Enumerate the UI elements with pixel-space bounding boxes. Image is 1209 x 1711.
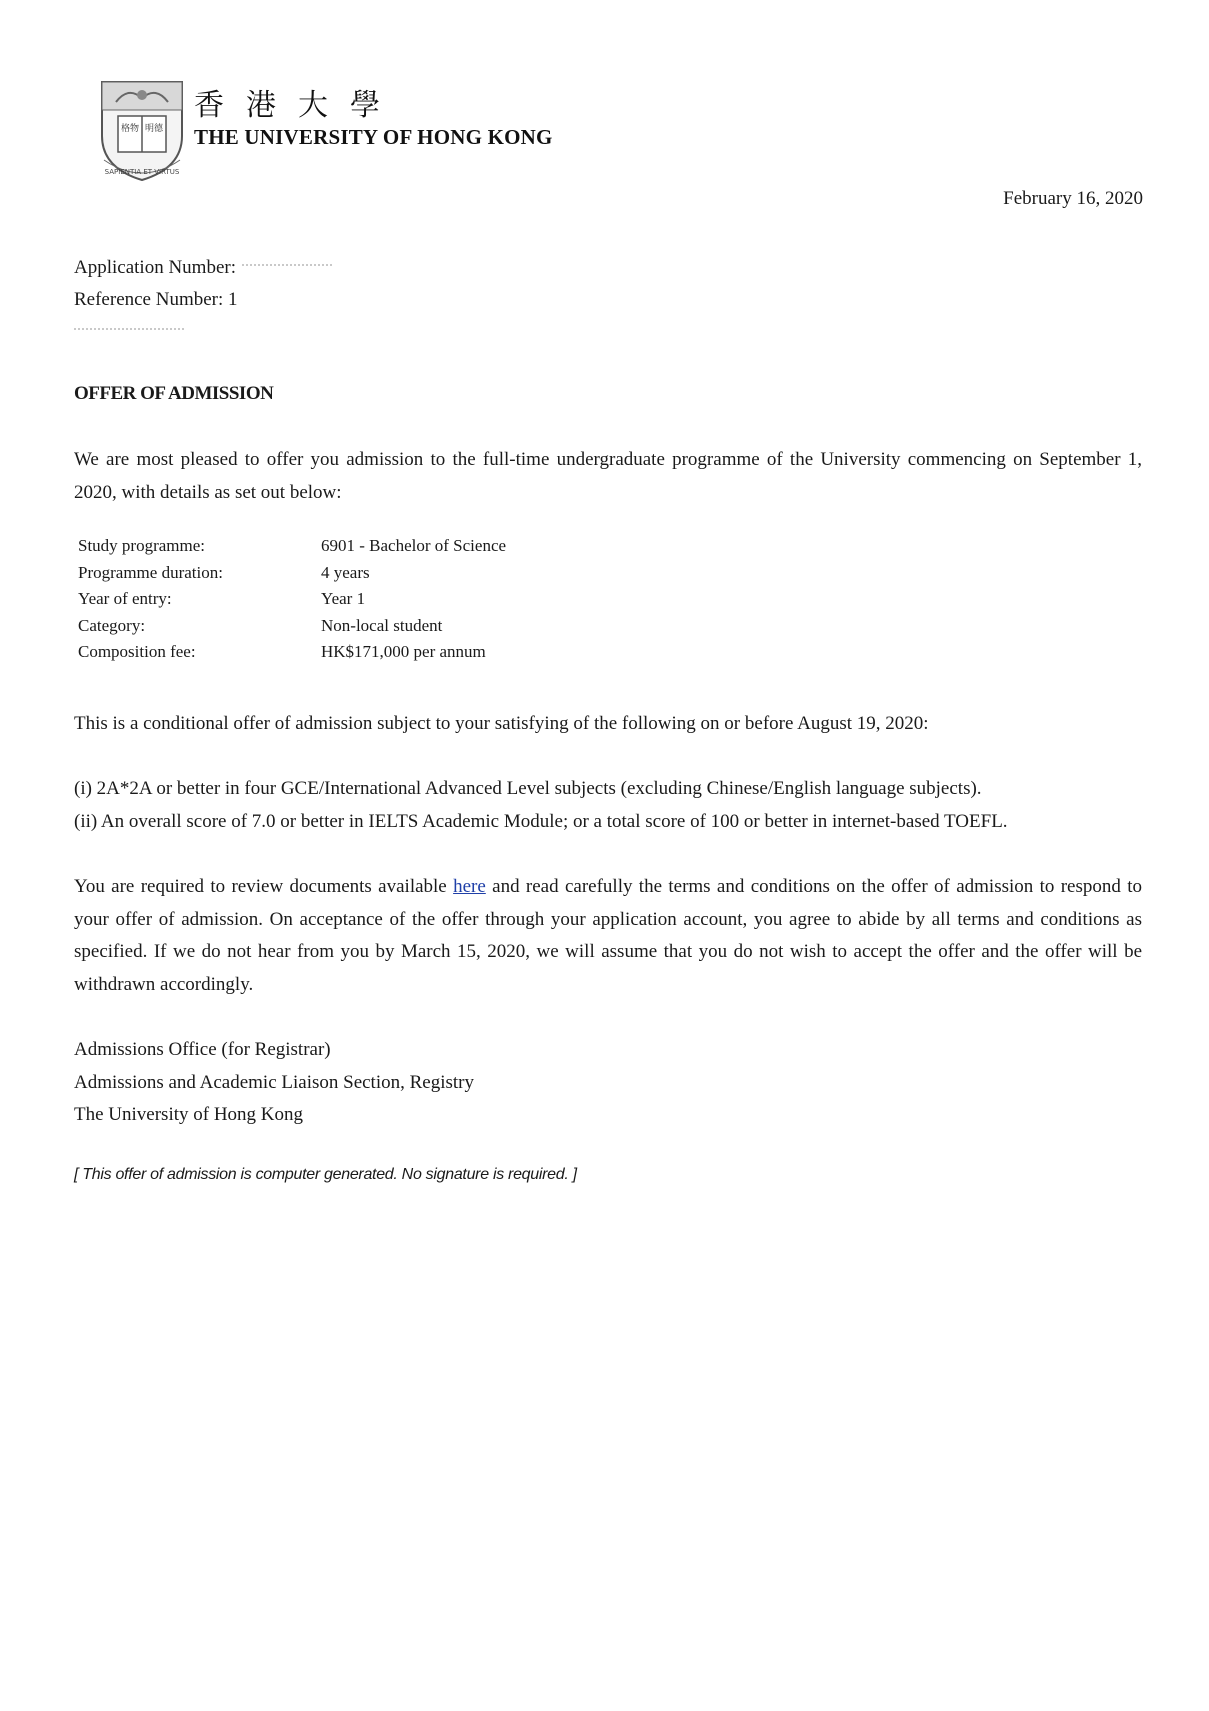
- documents-link[interactable]: here: [453, 876, 486, 897]
- application-number-line: [74, 252, 332, 284]
- detail-row: [78, 586, 506, 613]
- reference-number-value: 1: [228, 289, 238, 310]
- signature-block: [74, 1034, 474, 1132]
- signature-line: Admissions Office (for Registrar): [74, 1039, 331, 1060]
- application-number-label: Application Number:: [74, 257, 236, 278]
- reference-number-line: [74, 284, 332, 316]
- signature-line: Admissions and Academic Liaison Section, Registry: [74, 1071, 475, 1093]
- university-name-english: THE UNIVERSITY OF HONG KONG: [194, 125, 553, 149]
- detail-label: Study programme:: [78, 536, 206, 555]
- crest-book-right-text: 明德: [144, 124, 164, 134]
- detail-row: [78, 560, 506, 587]
- intro-paragraph: We are most pleased to offer you admission to the full-time undergraduate programme of the University commencing on September 1, 2020, with details as set out below:: [74, 449, 1142, 503]
- university-names: [194, 90, 553, 150]
- letter-date: February 16, 2020: [1003, 188, 1143, 209]
- computer-generated-note: [ This offer of admission is computer generated. No signature is required. ]: [74, 1166, 577, 1183]
- detail-label: Category:: [78, 615, 146, 635]
- signature-line: The University of Hong Kong: [74, 1104, 304, 1125]
- detail-row: [78, 613, 506, 640]
- redacted-application-number: [242, 260, 332, 266]
- crest-book-left-text: 格物: [120, 124, 140, 134]
- review-text-before: You are required to review documents available: [74, 876, 454, 897]
- detail-value: 6901 - Bachelor of Science: [321, 536, 507, 555]
- conditional-paragraph: This is a conditional offer of admission subject to your satisfying of the following on or before August 19, 2020:: [74, 713, 929, 734]
- detail-value: Year 1: [321, 589, 366, 608]
- condition-item: (i) 2A*2A or better in four GCE/International Advanced Level subjects (excluding Chinese/English language subjects).: [74, 778, 982, 799]
- reference-number-label: Reference Number:: [74, 289, 224, 310]
- conditions-list: [74, 773, 1008, 838]
- detail-label: Year of entry:: [78, 589, 172, 608]
- programme-details-table: [78, 533, 506, 666]
- letterhead: [94, 76, 553, 184]
- offer-heading: OFFER OF ADMISSION: [74, 383, 274, 404]
- university-crest-icon: [94, 76, 190, 184]
- university-name-chinese: 香港大學: [194, 88, 402, 123]
- detail-row: [78, 639, 506, 666]
- detail-row: [78, 533, 506, 560]
- condition-item: (ii) An overall score of 7.0 or better in IELTS Academic Module; or a total score of 100 or better in internet-based TOEFL.: [74, 810, 1008, 832]
- detail-label: Composition fee:: [78, 642, 196, 661]
- detail-value: Non-local student: [321, 615, 443, 635]
- review-paragraph: [74, 871, 1142, 1001]
- detail-value: 4 years: [321, 562, 370, 582]
- crest-motto-text: SAPIENTIA ET VIRTUS: [104, 168, 180, 176]
- applicant-meta: [74, 252, 332, 316]
- detail-value: HK$171,000 per annum: [321, 642, 486, 661]
- detail-label: Programme duration:: [78, 562, 223, 582]
- redacted-line: [74, 328, 184, 338]
- review-text-after: and read carefully the terms and conditions on the offer of admission to respond to your offer of admission. On acceptance of the offer through your application account, you agree to abide by all terms and conditions as specified. If we do not hear from you by March 15, 2020, we will assume that you do not wish to accept the offer and the offer will be withdrawn accordingly.: [74, 876, 1143, 995]
